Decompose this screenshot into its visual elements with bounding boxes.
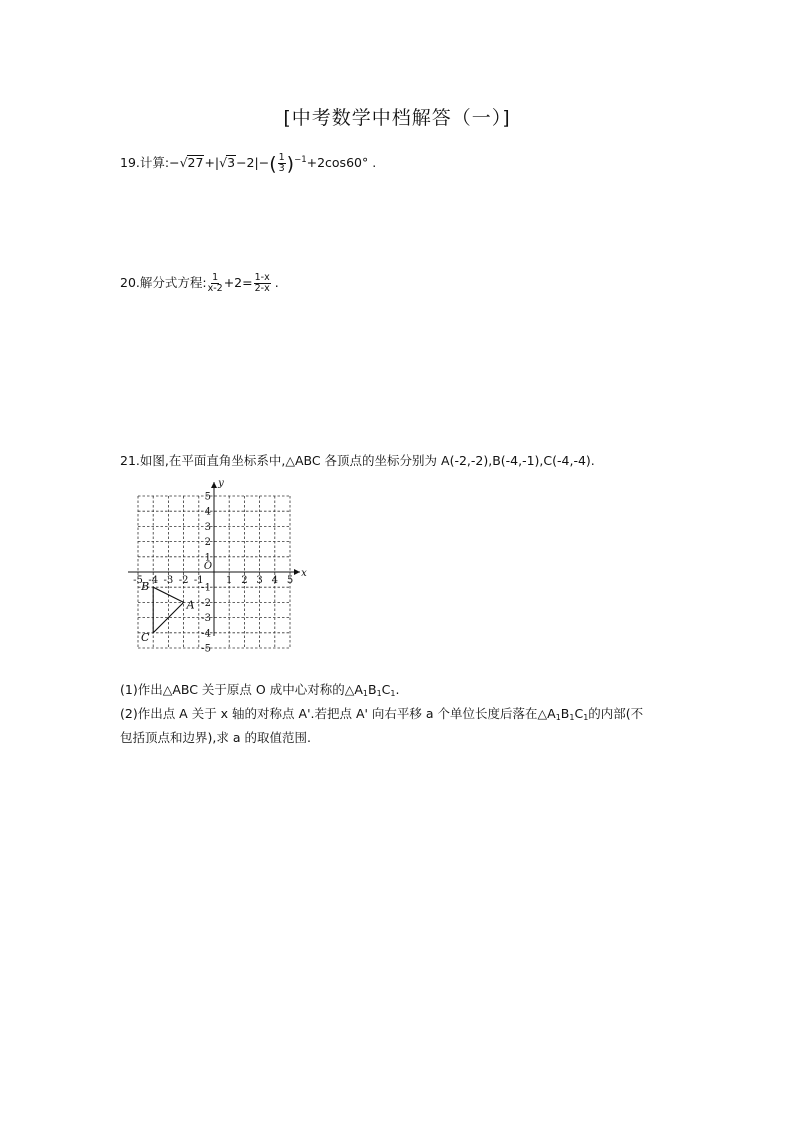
q21-part-1: (1)作出△ABC 关于原点 O 成中心对称的$\triangle A_1B_1C_1$. xyxy=(120,682,400,698)
question-20 xyxy=(120,273,279,294)
point-label-c: C xyxy=(140,630,150,644)
question-21: 21.如图,在平面直角坐标系中,△ABC 各顶点的坐标分别为 A(-2,-2),B(-4,-1),C(-4,-4). xyxy=(120,453,595,468)
point-label-a: A xyxy=(186,598,195,612)
y-tick-label: 5 xyxy=(204,491,211,503)
y-tick-label: 1 xyxy=(204,552,211,564)
x-tick-label: -1 xyxy=(193,575,204,586)
q20-end: . xyxy=(274,275,279,290)
coordinate-grid-figure xyxy=(118,474,308,674)
x-tick-label: -3 xyxy=(163,575,174,586)
x-axis-arrow xyxy=(294,569,300,575)
x-tick-label: -4 xyxy=(148,575,159,586)
triangle-abc xyxy=(140,580,194,644)
q19-sqrt-27: 27 xyxy=(187,155,204,171)
question-21-parts xyxy=(120,680,680,748)
q20-prefix: 20.解分式方程: xyxy=(120,275,207,290)
y-tick-label: 4 xyxy=(204,506,211,518)
q19-tail: +2cos60° xyxy=(306,155,369,171)
origin-label: O xyxy=(203,561,213,572)
q19-plus-abs: +| xyxy=(204,155,220,171)
q19-fraction: $\frac{1}{3}$ xyxy=(278,152,285,175)
q19-lparen: ( xyxy=(269,153,277,176)
x-tick-label: 1 xyxy=(226,575,233,586)
y-tick-label: -2 xyxy=(201,597,211,609)
y-tick-label: 3 xyxy=(204,521,211,533)
q21-part-2-line-2: 包括顶点和边界),求 a 的取值范围. xyxy=(120,730,311,745)
q20-right-fraction: $\frac{1-x}{2-x}$ xyxy=(254,272,270,294)
x-tick-label: 4 xyxy=(271,575,278,586)
x-tick-label: -5 xyxy=(133,575,143,586)
q21-part-2: (2)作出点 A 关于 x 轴的对称点 A'.若把点 A' 向右平移 a 个单位长度后落在$\triangle A_1B_1C_1$的内部(不 xyxy=(120,706,644,722)
axes xyxy=(128,482,300,636)
y-axis-arrow xyxy=(211,482,217,488)
y-tick-label: 2 xyxy=(204,537,211,549)
q20-mid: +2= xyxy=(223,275,253,290)
q19-neg: − xyxy=(169,155,180,171)
x-tick-label: 5 xyxy=(286,575,294,586)
y-tick-label: -4 xyxy=(201,628,211,640)
point-label-b: B xyxy=(141,580,150,594)
q19-sqrt-3: 3 xyxy=(227,155,236,171)
x-axis-label: x xyxy=(301,568,307,579)
q19-exponent: −1 xyxy=(294,155,307,165)
q19-mid: −2|− xyxy=(236,155,270,171)
tick-labels xyxy=(133,478,307,655)
y-axis-label: y xyxy=(218,478,224,489)
question-19: 19.计算:−√27+|√3−2|−( $\frac{1}{3}$ )$^{-1}$+2cos60° . xyxy=(120,152,377,176)
x-tick-label: 3 xyxy=(256,575,263,586)
page-title: [中考数学中档解答（一）] xyxy=(283,107,511,129)
x-tick-label: -2 xyxy=(178,575,189,586)
q19-rparen: ) xyxy=(286,153,295,176)
y-tick-label: -1 xyxy=(201,582,211,594)
q19-prefix: 19.计算: xyxy=(120,155,170,171)
y-tick-label: -3 xyxy=(201,613,211,625)
y-tick-label: -5 xyxy=(201,643,211,655)
q20-left-fraction: $\frac{1}{x-2}$ xyxy=(207,272,223,294)
q19-end: . xyxy=(372,155,377,171)
x-tick-label: 2 xyxy=(241,575,248,586)
